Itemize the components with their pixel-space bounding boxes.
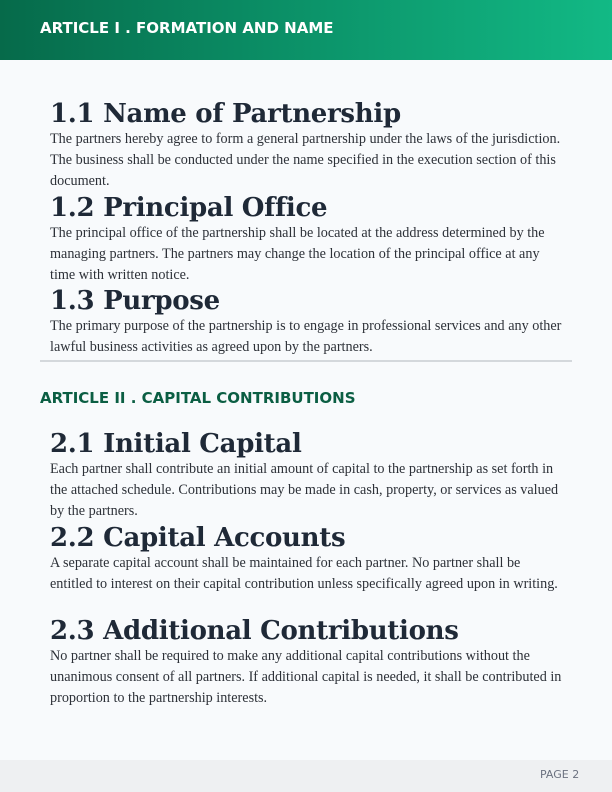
section-title: 1.2 Principal Office	[50, 193, 328, 223]
section-body: The principal office of the partnership shall be located at the address determined by the managing partners. The partners may change the location of the principal office at any time with written notice.	[50, 225, 545, 283]
section-1-3	[50, 286, 565, 358]
section-body: The primary purpose of the partnership is to engage in professional services and any other lawful business activities as agreed upon by the partners.	[50, 318, 562, 355]
section-body: Each partner shall contribute an initial amount of capital to the partnership as set forth in the attached schedule. Contributions may be made in cash, property, or services as valued by the partners.	[50, 461, 559, 519]
section-body: No partner shall be required to make any additional capital contributions without the unanimous consent of all partners. If additional capital is needed, it shall be contributed in proportion to the partnership interests.	[50, 648, 562, 706]
section-title: 1.3 Purpose	[50, 286, 220, 316]
section-title: 2.3 Additional Contributions	[50, 616, 459, 646]
section-2-2	[50, 523, 565, 595]
section-title: 2.1 Initial Capital	[50, 429, 302, 459]
section-2-1	[50, 429, 565, 521]
page-footer	[0, 760, 612, 792]
section-2-3	[50, 616, 565, 708]
section-body: A separate capital account shall be maintained for each partner. No partner shall be entitled to interest on their capital contribution unless specifically agreed upon in writing.	[50, 555, 558, 592]
section-title: 2.2 Capital Accounts	[50, 523, 346, 553]
page-number: PAGE 2	[540, 768, 580, 781]
article-2-heading: ARTICLE II . CAPITAL CONTRIBUTIONS	[40, 389, 356, 407]
section-1-2	[50, 193, 565, 285]
article-header-band	[0, 0, 612, 60]
section-1-1	[50, 99, 565, 191]
article-1-heading: ARTICLE I . FORMATION AND NAME	[40, 19, 334, 37]
section-title: 1.1 Name of Partnership	[50, 99, 401, 129]
article-divider	[40, 360, 572, 362]
section-body: The partners hereby agree to form a general partnership under the laws of the jurisdiction. The business shall be conducted under the name specified in the execution section of this document.	[50, 131, 561, 189]
